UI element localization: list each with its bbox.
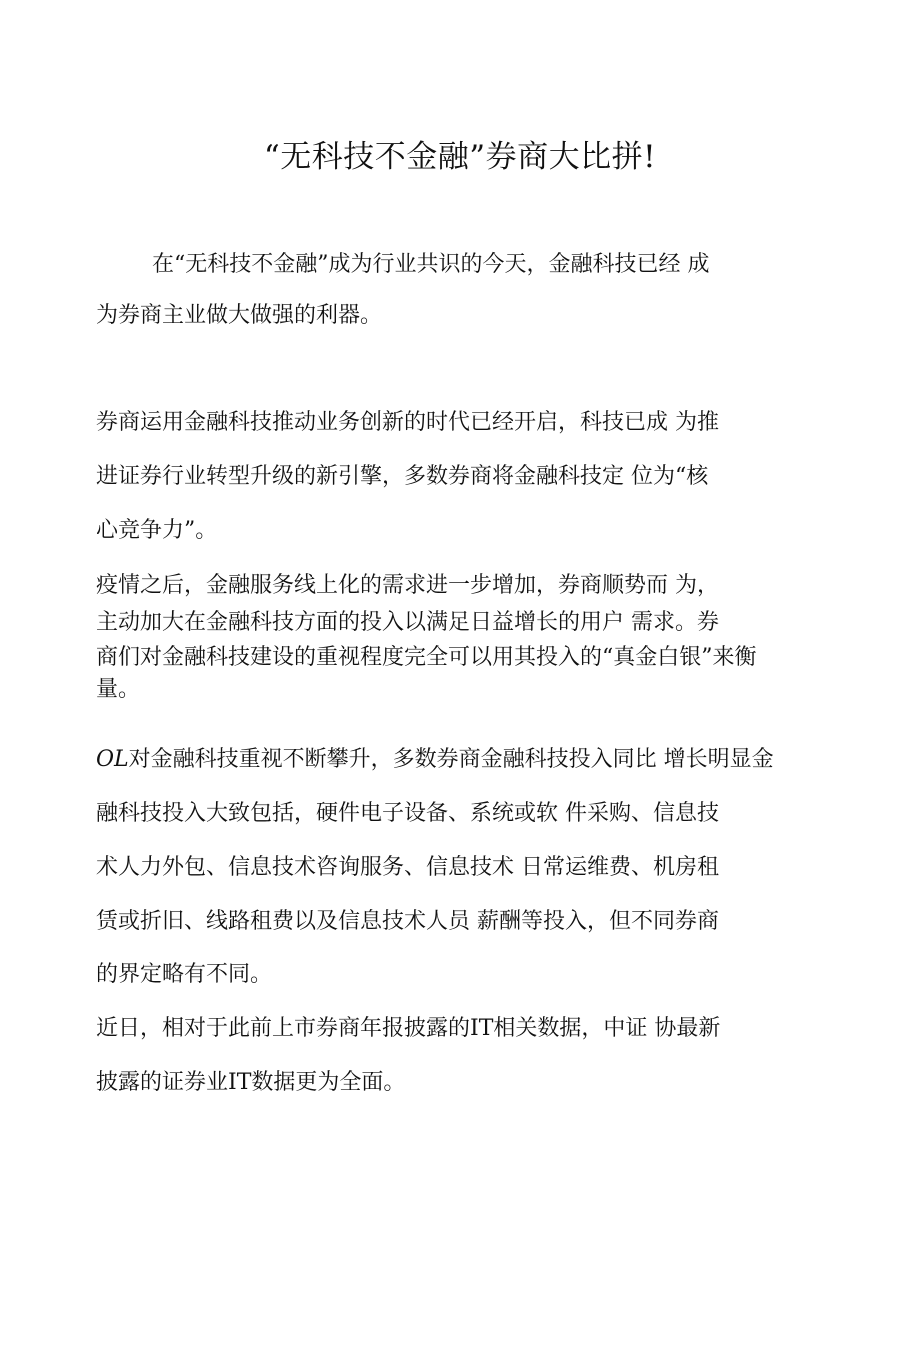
- paragraph-1-line-2: 为券商主业做大做强的利器。: [96, 303, 383, 328]
- paragraph-3-line-1: 疫情之后，金融服务线上化的需求进一步增加，券商顺势而 为，: [96, 573, 719, 598]
- paragraph-2-line-3: 心竞争力”。: [96, 518, 218, 543]
- paragraph-4-line-2: 融科技投入大致包括，硬件电子设备、系统或软 件采购、信息技: [96, 801, 719, 826]
- paragraph-4-prefix: OL: [96, 747, 129, 772]
- paragraph-3-line-3: 商们对金融科技建设的重视程度完全可以用其投入的“真金白银”来衡: [96, 645, 757, 670]
- paragraph-2-line-2: 进证券行业转型升级的新引擎，多数券商将金融科技定 位为“核: [96, 464, 709, 489]
- paragraph-4-line-1-text: 对金融科技重视不断攀升，多数券商金融科技投入同比 增长明显金: [128, 747, 774, 772]
- paragraph-1-line-1: 在“无科技不金融”成为行业共识的今天，金融科技已经 成: [152, 252, 710, 277]
- paragraph-3-line-2: 主动加大在金融科技方面的投入以满足日益增长的用户 需求。券: [96, 610, 719, 635]
- paragraph-3-line-4: 量。: [96, 677, 141, 702]
- paragraph-4-line-3: 术人力外包、信息技术咨询服务、信息技术 日常运维费、机房租: [96, 855, 719, 880]
- paragraph-4-line-5: 的界定略有不同。: [96, 962, 273, 987]
- document-title: “无科技不金融”券商大比拼!: [263, 139, 657, 175]
- paragraph-2-line-1: 券商运用金融科技推动业务创新的时代已经开启，科技已成 为推: [96, 410, 719, 435]
- paragraph-5-line-1: 近日，相对于此前上市券商年报披露的IT相关数据，中证 协最新: [96, 1016, 721, 1041]
- paragraph-4-line-1: [96, 745, 774, 775]
- paragraph-5-line-2: 披露的证券业IT数据更为全面。: [96, 1070, 406, 1095]
- paragraph-4-line-4: 赁或折旧、线路租费以及信息技术人员 薪酬等投入，但不同券商: [96, 909, 719, 934]
